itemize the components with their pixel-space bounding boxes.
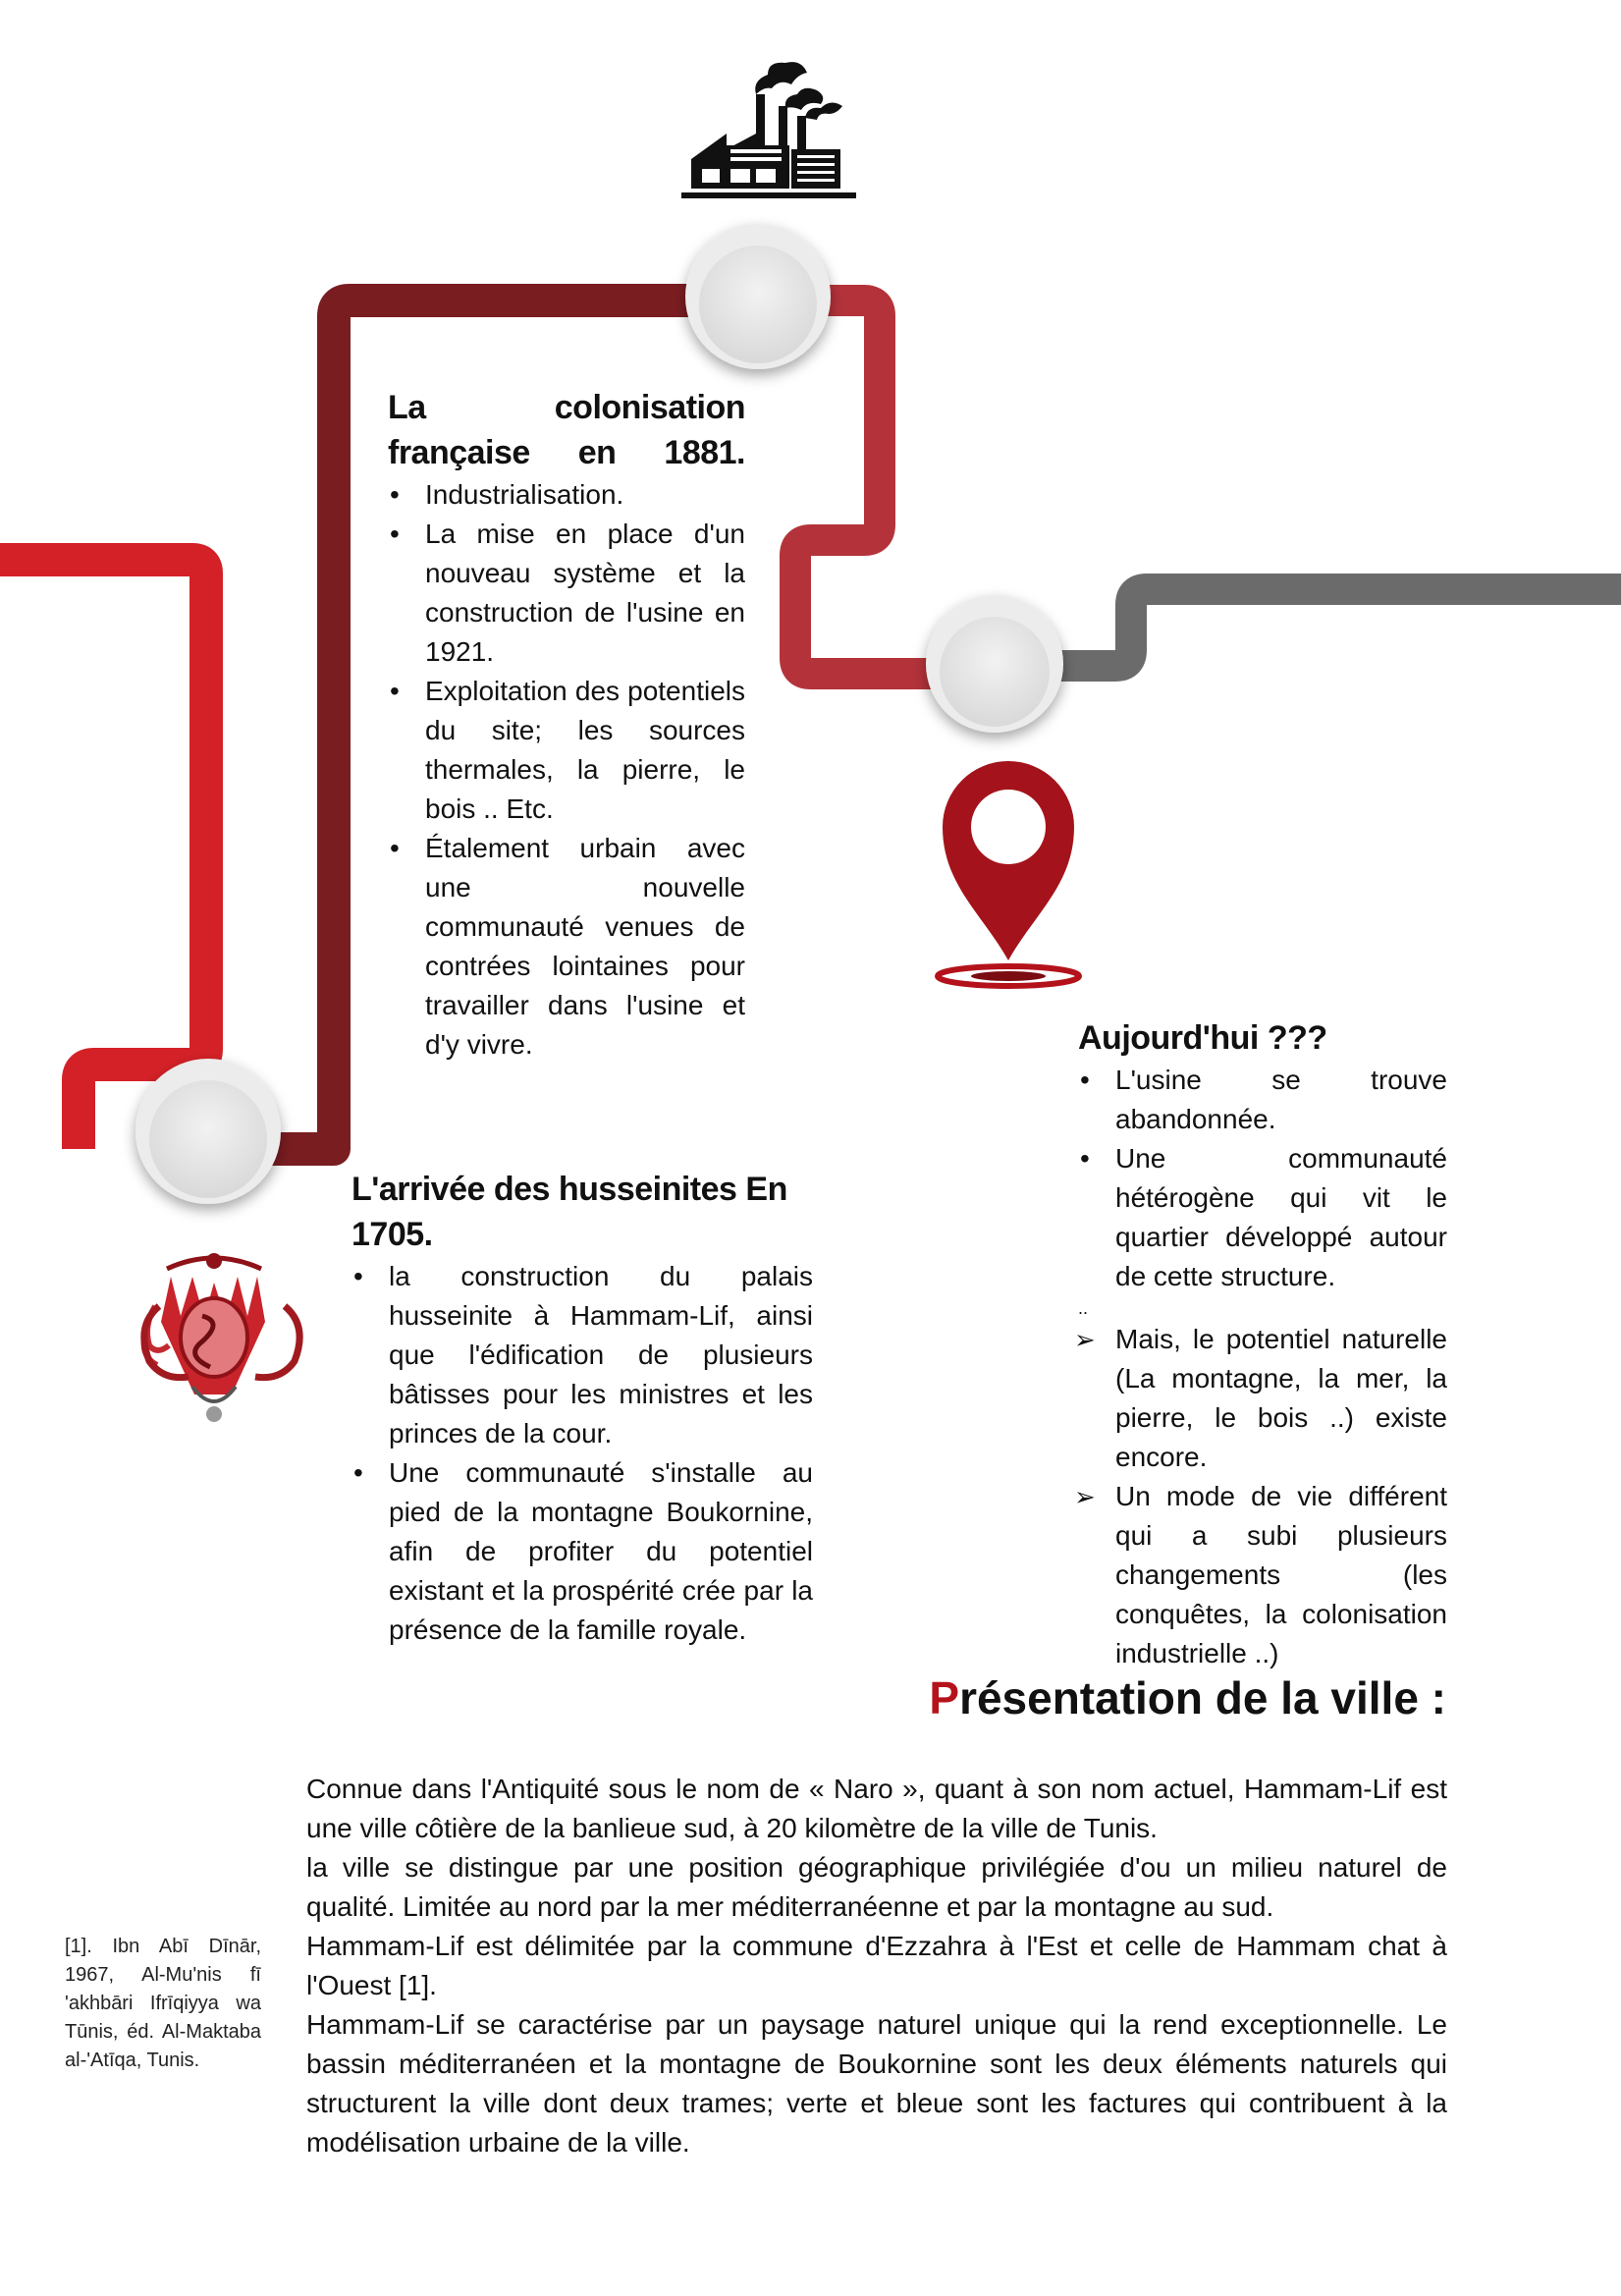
today-list xyxy=(1078,1061,1447,1296)
footnote: [1]. Ibn Abī Dīnār, 1967, Al-Mu'nis fī 'akhbāri Ifrīqiyya wa Tūnis, éd. Al-Maktaba al-'Atīqa, Tunis. xyxy=(65,1936,261,2071)
today-title: Aujourd'hui ??? xyxy=(1078,1019,1327,1057)
list-item: • la construction du palais husseinite à Hammam-Lif, ainsi que l'édification de plusieurs bâtisses pour les ministres et les princes de la cour. xyxy=(351,1257,813,1453)
list-item: • Exploitation des potentiels du site; les sources thermales, la pierre, le bois .. Etc. xyxy=(388,672,745,829)
coat-of-arms-icon xyxy=(144,1253,299,1422)
timeline-path-red xyxy=(0,560,206,1149)
location-pin-icon xyxy=(938,761,1079,986)
presentation-paragraph: Hammam-Lif se caractérise par un paysage naturel unique qui la rend exceptionnelle. Le bassin méditerranéen et la montagne de Boukornine sont les deux éléments naturels qui structurent la ville dont deux trames; verte et bleue sont les factures qui contribuent à la modélisation urbaine de la ville. xyxy=(306,2009,1447,2158)
presentation-body xyxy=(306,1770,1447,2162)
presentation-paragraph: Connue dans l'Antiquité sous le nom de « Naro », quant à son nom actuel, Hammam-Lif est une ville côtière de la banlieue sud, à 20 kilomètre de la ville de Tunis. xyxy=(306,1774,1447,1843)
list-item: ➢ Mais, le potentiel naturelle (La montagne, la mer, la pierre, le bois ..) existe encore. xyxy=(1078,1320,1447,1477)
husseinites-section xyxy=(351,1167,813,1650)
list-item: • L'usine se trouve abandonnée. xyxy=(1078,1061,1447,1139)
colonisation-list xyxy=(388,475,745,1065)
presentation-title xyxy=(929,1671,1446,1724)
today-section xyxy=(1078,1015,1447,1673)
list-item: • Industrialisation. xyxy=(388,475,745,515)
colonisation-title: La colonisation française en 1881. xyxy=(388,389,745,471)
husseinites-list xyxy=(351,1257,813,1650)
husseinites-title: L'arrivée des husseinites En 1705. xyxy=(351,1171,787,1253)
list-item: • Une communauté hétérogène qui vit le quartier développé autour de cette structure. xyxy=(1078,1139,1447,1296)
presentation-title-rest: résentation de la ville : xyxy=(959,1672,1446,1723)
today-separator: .. xyxy=(1078,1298,1089,1318)
list-item: ➢ Un mode de vie différent qui a subi plusieurs changements (les conquêtes, la colonisation industrielle ..) xyxy=(1078,1477,1447,1673)
list-item: • Étalement urbain avec une nouvelle communauté venues de contrées lointaines pour travailler dans l'usine et d'y vivre. xyxy=(388,829,745,1065)
factory-icon xyxy=(681,62,856,198)
timeline-node-1705 xyxy=(135,1059,281,1204)
timeline-node-1881 xyxy=(685,224,831,369)
presentation-paragraph: Hammam-Lif est délimitée par la commune d'Ezzahra à l'Est et celle de Hammam chat à l'Ouest [1]. xyxy=(306,1931,1447,2000)
today-arrow-list xyxy=(1078,1320,1447,1673)
presentation-paragraph: la ville se distingue par une position géographique privilégiée d'ou un milieu naturel de qualité. Limitée au nord par la mer méditerranéenne et par la montagne au sud. xyxy=(306,1852,1447,1922)
timeline-node-today xyxy=(926,595,1063,733)
timeline-path-mid-red xyxy=(795,301,943,674)
presentation-title-initial: P xyxy=(929,1672,960,1723)
list-item: • Une communauté s'installe au pied de la montagne Boukornine, afin de profiter du potentiel existant et la prospérité crée par la présence de la famille royale. xyxy=(351,1453,813,1650)
colonisation-section xyxy=(388,385,745,1065)
timeline-path-grey xyxy=(1041,589,1621,666)
list-item: • La mise en place d'un nouveau système et la construction de l'usine en 1921. xyxy=(388,515,745,672)
